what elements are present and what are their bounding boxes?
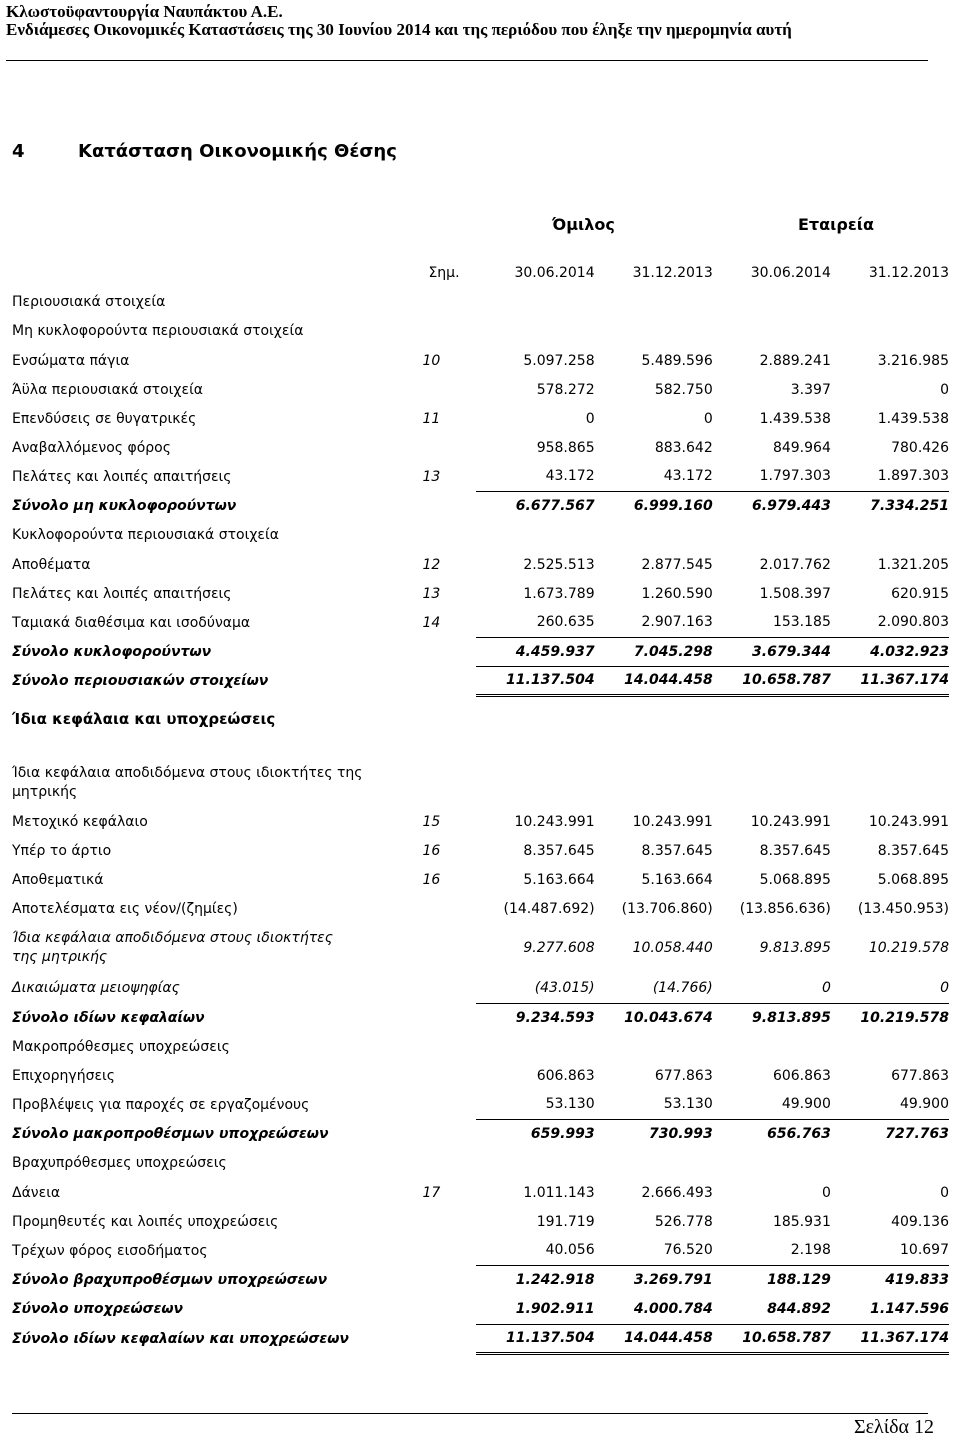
section-row: Περιουσιακά στοιχεία (12, 293, 166, 310)
table-row: Επενδύσεις σε θυγατρικές 11 0 0 1.439.538 1.439.538 (12, 410, 949, 427)
subtotal-row: Σύνολο ιδίων κεφαλαίων 9.234.593 10.043.674 9.813.895 10.219.578 (12, 1009, 949, 1026)
company-name: Κλωστοϋφαντουργία Ναυπάκτου Α.Ε. (6, 2, 283, 21)
table-row: Άϋλα περιουσιακά στοιχεία 578.272 582.750 3.397 0 (12, 381, 949, 398)
section-row: Ίδια κεφάλαια και υποχρεώσεις (12, 709, 276, 728)
subtotal-row: Σύνολο υποχρεώσεων 1.902.911 4.000.784 844.892 1.147.596 (12, 1294, 949, 1324)
table-row: Αναβαλλόμενος φόρος 958.865 883.642 849.964 780.426 (12, 439, 949, 456)
table-row: Δικαιώματα μειοψηφίας (43.015) (14.766) 0 0 (12, 973, 949, 1003)
note-header: Σημ. (428, 264, 460, 281)
subtotal-row: Σύνολο μη κυκλοφορούντων 6.677.567 6.999.160 6.979.443 7.334.251 (12, 497, 949, 514)
subtotal-row: Σύνολο βραχυπροθέσμων υποχρεώσεων 1.242.918 3.269.791 188.129 419.833 (12, 1271, 949, 1288)
section-row: Μακροπρόθεσμες υποχρεώσεις (12, 1038, 230, 1055)
table-row: Ταμιακά διαθέσιμα και ισοδύναμα 14 260.635 2.907.163 153.185 2.090.803 (12, 608, 949, 637)
section-number: 4 (12, 141, 25, 162)
total-row: Σύνολο περιουσιακών στοιχείων 11.137.504 14.044.458 10.658.787 11.367.174 (12, 666, 949, 695)
subtotal-row: Σύνολο κυκλοφορούντων 4.459.937 7.045.298 3.679.344 4.032.923 (12, 637, 949, 666)
document-subtitle: Ενδιάμεσες Οικονομικές Καταστάσεις της 30 Ιουνίου 2014 και της περιόδου που έληξε την ημερομηνία αυτή (6, 20, 792, 39)
section-row: Ίδια κεφάλαια αποδιδόμενα στους ιδιοκτήτες της μητρικής (12, 765, 363, 800)
subtotal-row: Σύνολο μακροπροθέσμων υποχρεώσεων 659.993 730.993 656.763 727.763 (12, 1125, 949, 1142)
table-row: Δάνεια 17 1.011.143 2.666.493 0 0 (12, 1184, 949, 1201)
group-heading: Όμιλος (552, 215, 615, 234)
section-row: Κυκλοφορούντα περιουσιακά στοιχεία (12, 527, 279, 543)
table-row: Αποθέματα 12 2.525.513 2.877.545 2.017.762 1.321.205 (12, 556, 949, 573)
section-heading: Κατάσταση Οικονομικής Θέσης (78, 141, 397, 162)
page-number: Σελίδα 12 (853, 1416, 934, 1438)
balance-sheet-table (12, 258, 949, 1355)
table-row: Τρέχων φόρος εισοδήματος 40.056 76.520 2.198 10.697 (12, 1236, 949, 1265)
table-row: Προμηθευτές και λοιπές υποχρεώσεις 191.719 526.778 185.931 409.136 (12, 1213, 949, 1230)
footer-rule (12, 1413, 928, 1414)
col-company-2013: 31.12.2013 (868, 264, 949, 281)
header-rule (6, 60, 928, 61)
table-row: Ενσώματα πάγια 10 5.097.258 5.489.596 2.889.241 3.216.985 (12, 352, 949, 369)
table-row: Υπέρ το άρτιο 16 8.357.645 8.357.645 8.357.645 8.357.645 (12, 842, 949, 859)
table-row: Προβλέψεις για παροχές σε εργαζομένους 53.130 53.130 49.900 49.900 (12, 1090, 949, 1119)
section-title (12, 141, 397, 162)
section-row: Βραχυπρόθεσμες υποχρεώσεις (12, 1155, 227, 1171)
table-row: Αποτελέσματα εις νέον/(ζημίες) (14.487.692) (13.706.860) (13.856.636) (13.450.953) (12, 900, 949, 917)
table-row: Πελάτες και λοιπές απαιτήσεις 13 1.673.789 1.260.590 1.508.397 620.915 (12, 585, 949, 602)
subtotal-row: Ίδια κεφάλαια αποδιδόμενα στους ιδιοκτήτες της μητρικής 9.277.608 10.058.440 9.813.895 10.219.578 (12, 930, 949, 965)
company-heading: Εταιρεία (798, 215, 874, 234)
table-row: Επιχορηγήσεις 606.863 677.863 606.863 677.863 (12, 1067, 949, 1084)
col-group-2014: 30.06.2014 (514, 264, 595, 281)
table-row: Πελάτες και λοιπές απαιτήσεις 13 43.172 43.172 1.797.303 1.897.303 (12, 462, 949, 491)
col-group-2013: 31.12.2013 (632, 264, 713, 281)
col-company-2014: 30.06.2014 (750, 264, 831, 281)
table-row: Αποθεματικά 16 5.163.664 5.163.664 5.068.895 5.068.895 (12, 871, 949, 888)
total-row: Σύνολο ιδίων κεφαλαίων και υποχρεώσεων 11.137.504 14.044.458 10.658.787 11.367.174 (12, 1324, 949, 1353)
section-row: Μη κυκλοφορούντα περιουσιακά στοιχεία (12, 323, 304, 339)
column-header-row (12, 258, 949, 287)
table-row: Μετοχικό κεφάλαιο 15 10.243.991 10.243.991 10.243.991 10.243.991 (12, 813, 949, 830)
